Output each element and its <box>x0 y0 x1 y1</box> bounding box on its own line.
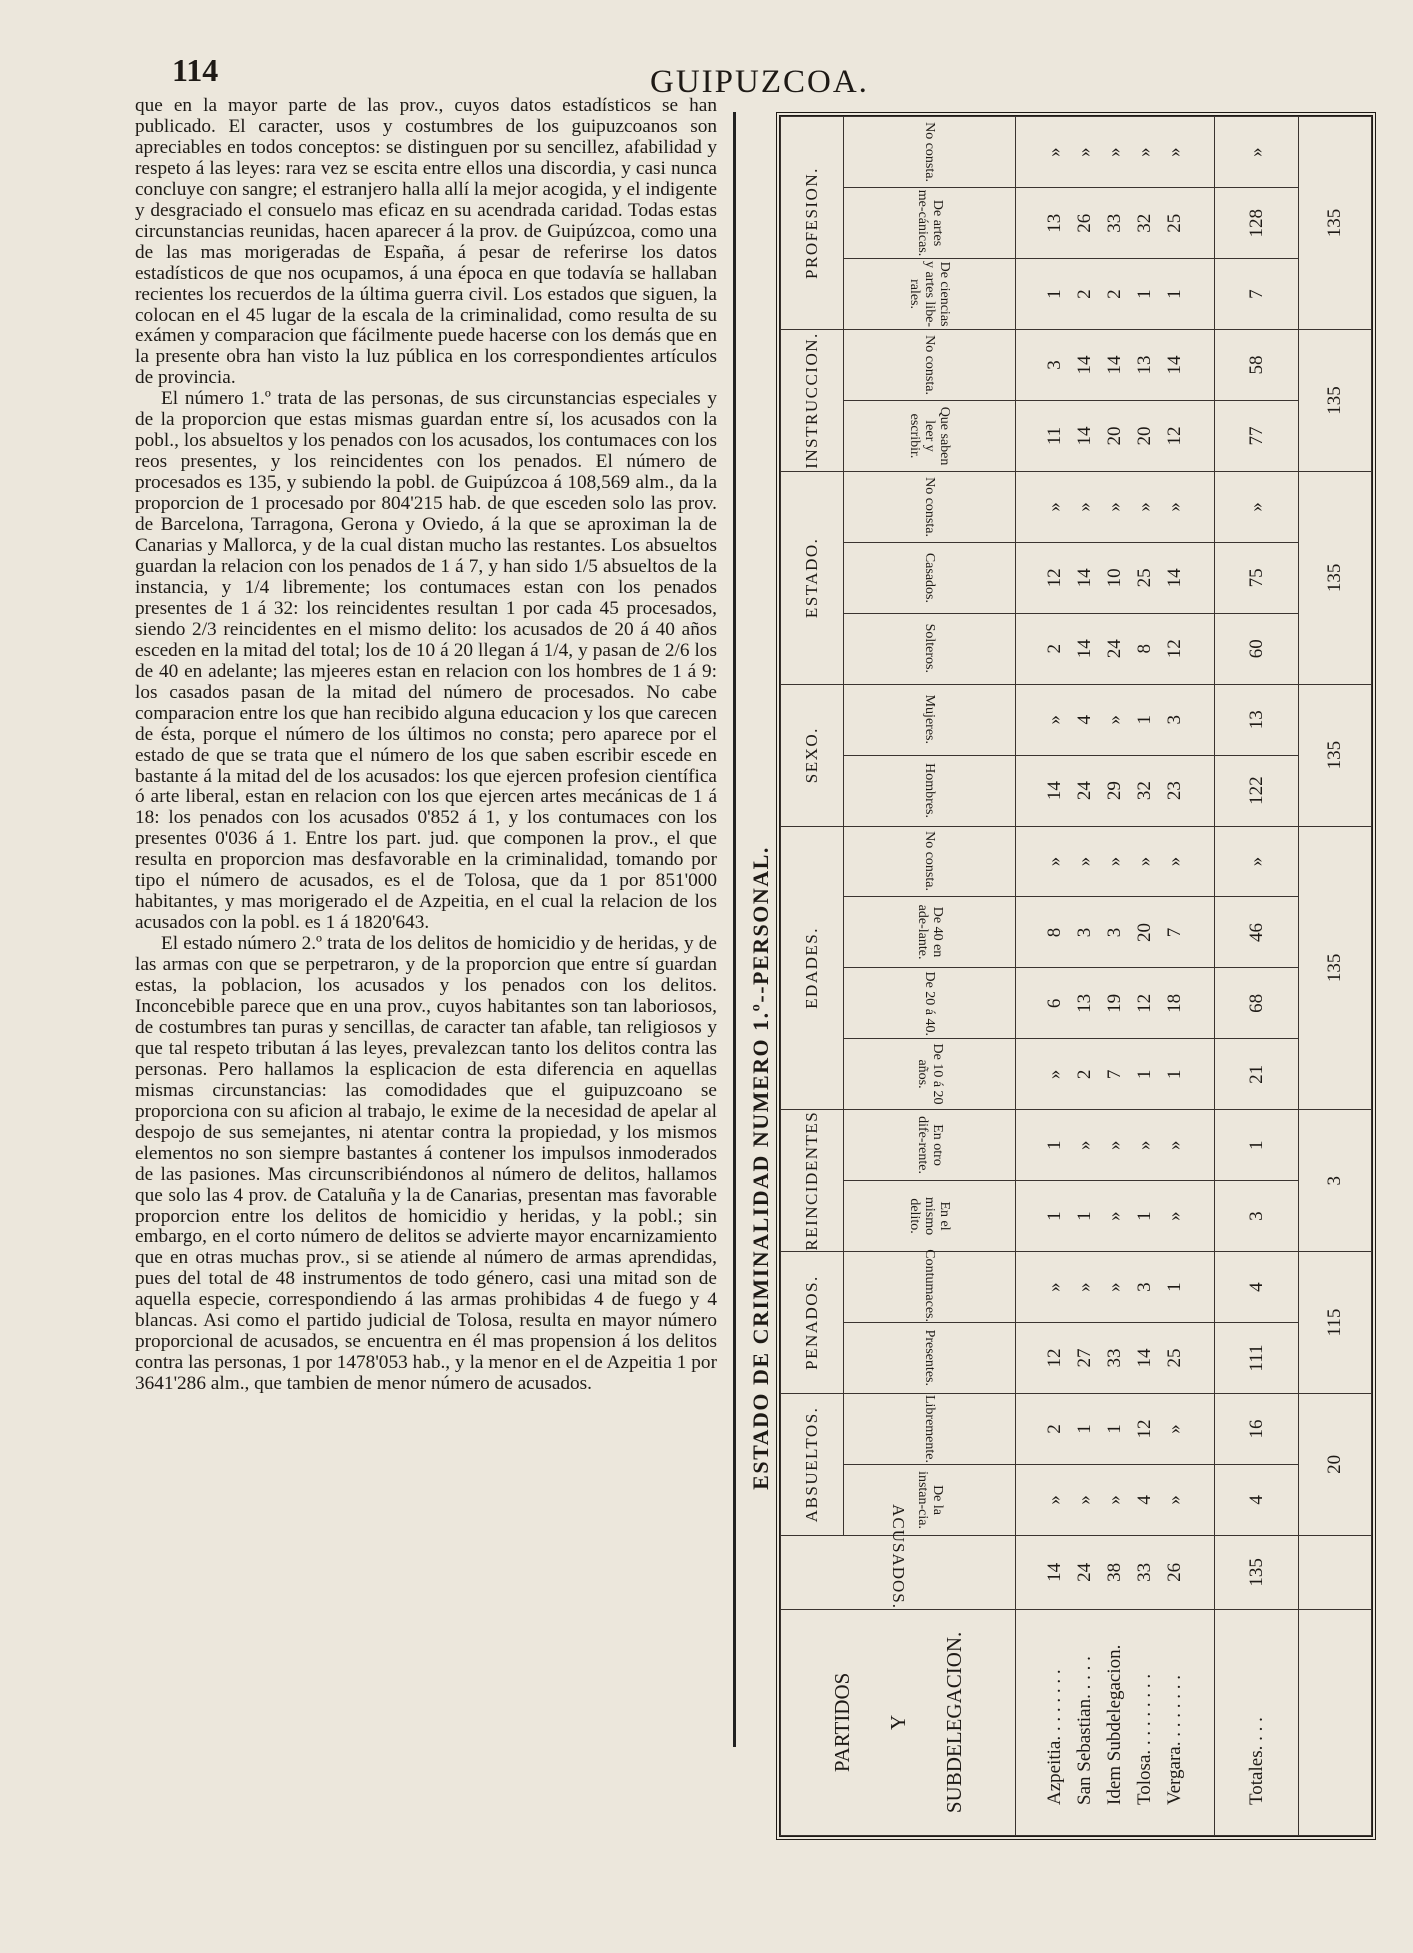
cell-value: » <box>1164 1211 1186 1221</box>
cell-value: » <box>1044 147 1066 157</box>
grand-total-instruccion: 135 <box>1299 330 1372 472</box>
partido-name: Idem Subdelegacion. <box>1104 1644 1126 1805</box>
cell-value: 7 <box>1104 1069 1126 1080</box>
cell-value: 18 <box>1164 993 1186 1013</box>
cell-value: 14 <box>1044 1562 1066 1582</box>
cell-value: 32 <box>1134 781 1156 801</box>
cell-value: 1 <box>1104 1424 1126 1434</box>
cell-value: » <box>1074 147 1096 157</box>
cell-value: 10 <box>1104 568 1126 588</box>
rotated-table <box>780 116 1372 1836</box>
cell-value: 25 <box>1164 213 1186 233</box>
total-ed-nc: » <box>1215 826 1299 897</box>
col-abs-libremente <box>1016 1393 1215 1464</box>
cell-value: » <box>1134 1140 1156 1150</box>
cell-value: 26 <box>1074 213 1096 233</box>
grand-totals-row <box>1299 117 1372 1836</box>
grand-total-penados: 115 <box>1299 1252 1372 1394</box>
cell-value: 13 <box>1044 213 1066 233</box>
col-sx-mujeres <box>1016 684 1215 755</box>
cell-value: 12 <box>1164 426 1186 446</box>
column-divider <box>733 112 736 1747</box>
cell-value: » <box>1164 502 1186 512</box>
cell-value: 3 <box>1074 927 1096 938</box>
group-penados: PENADOS. <box>781 1252 844 1394</box>
subhead-abs-libremente: Libremente. <box>844 1393 1016 1464</box>
cell-value: 25 <box>1164 1348 1186 1368</box>
cell-value: » <box>1074 856 1096 867</box>
subhead-es-casados: Casados. <box>844 542 1016 613</box>
subhead-ed-20-40: De 20 á 40. <box>844 968 1016 1039</box>
grand-total-profesion: 135 <box>1299 117 1372 330</box>
total-pen-presentes: 111 <box>1215 1323 1299 1394</box>
col-sx-hombres <box>1016 755 1215 826</box>
col-ed-40 <box>1016 897 1215 968</box>
grand-total-estado: 135 <box>1299 471 1372 684</box>
cell-value: » <box>1104 856 1126 867</box>
total-abs-instancia: 4 <box>1215 1464 1299 1535</box>
group-estado: ESTADO. <box>781 471 844 684</box>
cell-value: 1 <box>1044 1211 1066 1221</box>
col-es-casados <box>1016 542 1215 613</box>
cell-value: 33 <box>1104 213 1126 233</box>
col-in-saben <box>1016 401 1215 472</box>
cell-value: 12 <box>1044 568 1066 588</box>
cell-value: » <box>1164 147 1186 157</box>
cell-value: 26 <box>1164 1562 1186 1582</box>
cell-value: 20 <box>1134 426 1156 446</box>
subhead-pr-mecanicas: De artes me-cánicas. <box>844 188 1016 259</box>
cell-value: 14 <box>1104 355 1126 375</box>
total-rei-otro: 1 <box>1215 1110 1299 1181</box>
cell-value: 32 <box>1134 213 1156 233</box>
cell-value: 1 <box>1134 1069 1156 1080</box>
partido-name: Azpeitia. . . . . . . . <box>1044 1669 1066 1805</box>
partido-name: San Sebastian. . . . . <box>1074 1656 1096 1805</box>
total-in-saben: 77 <box>1215 401 1299 472</box>
cell-value: » <box>1074 502 1096 512</box>
subhead-sx-mujeres: Mujeres. <box>844 684 1016 755</box>
col-pr-nc <box>1016 117 1215 188</box>
subhead-es-nc: No consta. <box>844 471 1016 542</box>
grand-total-reincidentes: 3 <box>1299 1110 1372 1252</box>
cell-value: 23 <box>1164 781 1186 801</box>
page-number: 114 <box>172 52 219 88</box>
body-text-column <box>135 96 717 1395</box>
cell-value: » <box>1164 1495 1186 1505</box>
cell-value: 8 <box>1044 927 1066 938</box>
cell-value: 1 <box>1074 1424 1096 1434</box>
cell-value: » <box>1104 1211 1126 1221</box>
cell-value: » <box>1134 856 1156 867</box>
cell-value: 2 <box>1074 1069 1096 1080</box>
group-profesion: PROFESION. <box>781 117 844 330</box>
cell-value: 24 <box>1104 639 1126 659</box>
cell-value: 19 <box>1104 993 1126 1013</box>
partido-name: Vergara. . . . . . . . <box>1164 1675 1186 1805</box>
cell-value: 3 <box>1104 927 1126 938</box>
total-ed-40: 46 <box>1215 897 1299 968</box>
cell-value: 14 <box>1074 639 1096 659</box>
cell-value: 14 <box>1074 426 1096 446</box>
cell-value: » <box>1104 147 1126 157</box>
cell-value: 12 <box>1044 1348 1066 1368</box>
group-reincidentes: REINCIDENTES <box>781 1110 844 1252</box>
grand-total-sexo: 135 <box>1299 684 1372 826</box>
col-es-nc <box>1016 471 1215 542</box>
cell-value: » <box>1044 1495 1066 1505</box>
subhead-in-nc: No consta. <box>844 330 1016 401</box>
subhead-rei-mismo: En el mismo delito. <box>844 1181 1016 1252</box>
total-sx-mujeres: 13 <box>1215 684 1299 755</box>
cell-value: 2 <box>1044 644 1066 654</box>
cell-value: 1 <box>1164 1282 1186 1292</box>
total-pr-liberales: 7 <box>1215 259 1299 330</box>
cell-value: 24 <box>1074 781 1096 801</box>
col-in-nc <box>1016 330 1215 401</box>
cell-value: » <box>1074 1140 1096 1150</box>
cell-value: » <box>1044 502 1066 512</box>
total-pr-nc: » <box>1215 117 1299 188</box>
total-pen-contumaces: 4 <box>1215 1252 1299 1323</box>
group-instruccion: INSTRUCCION. <box>781 330 844 472</box>
cell-value: 13 <box>1134 355 1156 375</box>
total-es-solteros: 60 <box>1215 613 1299 684</box>
cell-value: 3 <box>1164 714 1186 725</box>
cell-value: » <box>1164 1140 1186 1150</box>
cell-value: » <box>1104 1140 1126 1150</box>
criminality-table <box>780 116 1372 1836</box>
body-paragraph: que en la mayor parte de las prov., cuyos datos estadísticos se han publicado. El caracter, usos y costumbres de los guipuzcoanos son apreciables en todos conceptos: se distinguen por su sencillez, afabilidad y respeto á las leyes: rara vez se escita entre ellos una discordia, y casi nunca concluye con sangre; el estranjero halla allí la mejor acogida, y el indigente y desgraciado el consuelo mas eficaz en su acendrada caridad. Todas estas circunstancias reunidas, hacen aparecer á la prov. de Guipúzcoa, como una de las mas morigeradas de España, á pesar de referirse los datos estadísticos de que nos ocupamos, á una época en que todavía se hallaban recientes los recuerdos de la última guerra civil. Los estados que siguen, la colocan en el 45 lugar de la escala de la criminalidad, como resulta de su exámen y comparacion que fácilmente puede hacerse con los demás que en la presente obra han visto la luz pública en los correspondientes artículos de provincia. <box>135 95 717 389</box>
total-es-nc: » <box>1215 471 1299 542</box>
cell-value: 1 <box>1044 289 1066 299</box>
subhead-pen-presentes: Presentes. <box>844 1323 1016 1394</box>
cell-value: 3 <box>1044 360 1066 370</box>
cell-value: 1 <box>1044 1140 1066 1150</box>
grand-total-absueltos: 20 <box>1299 1393 1372 1535</box>
grand-totals-blank <box>1299 1535 1372 1609</box>
cell-value: » <box>1044 1282 1066 1292</box>
cell-value: 4 <box>1074 714 1096 725</box>
col-pen-presentes <box>1016 1323 1215 1394</box>
cell-value: » <box>1104 1282 1126 1292</box>
cell-value: 14 <box>1074 355 1096 375</box>
grand-totals-blank <box>1299 1609 1372 1835</box>
cell-value: » <box>1044 714 1066 725</box>
subhead-pen-contumaces: Contumaces. <box>844 1252 1016 1323</box>
cell-value: 12 <box>1134 1419 1156 1439</box>
totals-label: Totales. . . . <box>1215 1609 1299 1835</box>
subhead-ed-nc: No consta. <box>844 826 1016 897</box>
cell-value: 2 <box>1104 289 1126 299</box>
group-absueltos: ABSUELTOS. <box>781 1393 844 1535</box>
total-in-nc: 58 <box>1215 330 1299 401</box>
cell-value: » <box>1044 1069 1066 1080</box>
col-pr-mecanicas <box>1016 188 1215 259</box>
cell-value: 29 <box>1104 781 1126 801</box>
data-row-block <box>1016 117 1215 1836</box>
group-sexo: SEXO. <box>781 684 844 826</box>
subhead-abs-instancia: De la instan-cia. <box>844 1464 1016 1535</box>
cell-value: 38 <box>1104 1562 1126 1582</box>
total-rei-mismo: 3 <box>1215 1181 1299 1252</box>
cell-value: » <box>1164 1424 1186 1434</box>
cell-value: 14 <box>1164 568 1186 588</box>
cell-value: 8 <box>1134 644 1156 654</box>
subhead-es-solteros: Solteros. <box>844 613 1016 684</box>
col-rei-mismo <box>1016 1181 1215 1252</box>
cell-value: 3 <box>1134 1282 1156 1292</box>
cell-value: 12 <box>1134 993 1156 1013</box>
running-head: GUIPUZCOA. <box>650 64 869 100</box>
body-paragraph: El estado número 2.º trata de los delitos de homicidio y de heridas, y de las armas con que se perpetraron, y de la proporcion que entre sí guardan estas, la poblacion, los acusados y los penados con los delitos. Inconcebible parece que en una prov., cuyos habitantes son tan laboriosos, de costumbres tan puras y sencillas, de caracter tan afable, tan religiosos y que tal respeto tributan á las leyes, prevalezcan tanto los delitos contra las personas. Pero hallamos la esplicacion de esta diferencia en aquellas mismas circunstancias: las comodidades que el guipuzcoano se proporciona con su aficion al trabajo, le exime de la necesidad de apelar al despojo de sus semejantes, ni atentar contra la propiedad, y los mismos elementos no son siempre bastantes á contener los impulsos inmoderados de las pasiones. Mas circunscribiéndonos al número de delitos, hallamos que solo las 4 prov. de Cataluña y la de Canarias, presentan mas favorable proporcion entre los delitos de homicidio y heridas, y la pobl.; sin embargo, en el corto número de delitos se advierte mayor encarnizamiento que en otras muchas prov., si se atiende al número de armas aprendidas, pues del total de 48 instrumentos de todo género, casi una mitad son de aquella especie, correspondiendo á las armas prohibidas 4 de fuego y 4 blancas. Asi como el partido judicial de Tolosa, resulta en mayor número proporcional de acusados, se encuentra en él mas propension á los delitos contra las personas, 1 por 1478'053 hab., y la menor en el de Azpeitia 1 por 3641'286 alm., que tambien de menor número de acusados. <box>135 933 717 1395</box>
col-acusados <box>1016 1535 1215 1609</box>
partidos-header-sub: SUBDELEGACION. <box>942 1631 967 1814</box>
cell-value: » <box>1164 856 1186 867</box>
cell-value: » <box>1104 714 1126 725</box>
cell-value: 1 <box>1074 1211 1096 1221</box>
partidos-header-label: PARTIDOS <box>830 1672 855 1773</box>
subhead-pr-liberales: De ciencias y artes libe-rales. <box>844 259 1016 330</box>
total-sx-hombres: 122 <box>1215 755 1299 826</box>
cell-value: 6 <box>1044 998 1066 1009</box>
subhead-in-saben: Que saben leer y escribir. <box>844 401 1016 472</box>
partido-name: Tolosa. . . . . . . . . <box>1134 1673 1156 1805</box>
col-ed-nc <box>1016 826 1215 897</box>
cell-value: 24 <box>1074 1562 1096 1582</box>
col-pen-contumaces <box>1016 1252 1215 1323</box>
cell-value: 13 <box>1074 993 1096 1013</box>
total-acusados: 135 <box>1215 1535 1299 1609</box>
cell-value: 14 <box>1074 568 1096 588</box>
cell-value: 33 <box>1134 1562 1156 1582</box>
partido-names <box>1016 1609 1215 1835</box>
total-ed-10-20: 21 <box>1215 1039 1299 1110</box>
cell-value: 1 <box>1134 714 1156 725</box>
cell-value: 20 <box>1134 922 1156 942</box>
col-pr-liberales <box>1016 259 1215 330</box>
cell-value: 20 <box>1104 426 1126 446</box>
cell-value: 4 <box>1134 1495 1156 1505</box>
cell-value: 7 <box>1164 927 1186 938</box>
cell-value: 33 <box>1104 1348 1126 1368</box>
col-es-solteros <box>1016 613 1215 684</box>
body-paragraph: El número 1.º trata de las personas, de sus circunstancias especiales y de la proporcion que estas mismas guardan entre sí, los acusados con la pobl., los absueltos y los penados con los acusados, los contumaces con los reos presentes, y los reincidentes con los penados. El número de procesados es 135, y subiendo la pobl. de Guipúzcoa á 108,569 alm., da la proporcion de 1 procesado por 804'215 hab. de que esceden solo las prov. de Barcelona, Tarragona, Gerona y Oviedo, á la que se aproximan la de Canarias y Mallorca, y de la cual distan mucho las restantes. Los absueltos guardan la relacion con los penados de 1 á 7, y han sido 1/5 absueltos de la instancia, y 1/4 libremente; los contumaces estan con los penados presentes de 1 á 32: los reincidentes resultan 1 por cada 45 procesados, siendo 2/3 reincidentes en el mismo delito: los acusados de 20 á 40 años esceden en la mitad del total; los de 10 á 20 llegan á 1/4, y pasan de 2/6 los de 40 en adelante; las mjeeres estan en relacion con los hombres de 1 á 9: los casados pasan de la mitad del número de procesados. No cabe comparacion entre los que han recibido alguna educacion y los que carecen de ésta, porque el número de los últimos no consta; pero aparece por el estado de que se trata que el número de los que saben escribir escede en bastante á la mitad del de los acusados: los que ejercen profesion científica ó arte liberal, estan en relacion con los que ejercen artes mecánicas de 1 á 18: los penados con los acusados 0'852 á 1, y los contumaces con los presentes 0'036 á 1. Entre los part. jud. que componen la prov., el que resulta en proporcion mas desfavorable en la criminalidad, tomando por tipo el número de acusados, es el de Tolosa, que da 1 por 851'000 habitantes, y mas morigerado el de Azpeitia, en el cual la relacion de los acusados con la pobl. es 1 á 1820'643. <box>135 388 717 934</box>
totals-row <box>1215 117 1299 1836</box>
cell-value: 11 <box>1044 426 1066 446</box>
subhead-ed-40: De 40 en ade-lante. <box>844 897 1016 968</box>
col-rei-otro <box>1016 1110 1215 1181</box>
acusados-header: ACUSADOS. <box>781 1535 1016 1609</box>
subhead-ed-10-20: De 10 á 20 años. <box>844 1039 1016 1110</box>
cell-value: 1 <box>1164 1069 1186 1080</box>
table-title: ESTADO DE CRIMINALIDAD NUMERO 1.º--PERSONAL. <box>748 846 773 1490</box>
cell-value: 2 <box>1074 289 1096 299</box>
subhead-sx-hombres: Hombres. <box>844 755 1016 826</box>
cell-value: » <box>1044 856 1066 867</box>
statistics-table-frame <box>776 112 1376 1840</box>
cell-value: » <box>1134 147 1156 157</box>
subhead-rei-otro: En otro dife-rente. <box>844 1110 1016 1181</box>
cell-value: 1 <box>1134 1211 1156 1221</box>
total-es-casados: 75 <box>1215 542 1299 613</box>
partidos-header <box>781 1609 1016 1835</box>
cell-value: » <box>1074 1282 1096 1292</box>
subhead-pr-nc: No consta. <box>844 117 1016 188</box>
cell-value: 14 <box>1044 781 1066 801</box>
total-ed-20-40: 68 <box>1215 968 1299 1039</box>
group-edades: EDADES. <box>781 826 844 1110</box>
cell-value: 27 <box>1074 1348 1096 1368</box>
cell-value: 1 <box>1164 289 1186 299</box>
total-pr-mecanicas: 128 <box>1215 188 1299 259</box>
total-abs-libremente: 16 <box>1215 1393 1299 1464</box>
cell-value: 25 <box>1134 568 1156 588</box>
col-abs-instancia <box>1016 1464 1215 1535</box>
cell-value: » <box>1104 502 1126 512</box>
col-ed-20-40 <box>1016 968 1215 1039</box>
grand-total-edades: 135 <box>1299 826 1372 1110</box>
cell-value: » <box>1104 1495 1126 1505</box>
cell-value: 2 <box>1044 1424 1066 1434</box>
cell-value: 14 <box>1164 355 1186 375</box>
cell-value: » <box>1134 502 1156 512</box>
col-ed-10-20 <box>1016 1039 1215 1110</box>
cell-value: 12 <box>1164 639 1186 659</box>
cell-value: 1 <box>1134 289 1156 299</box>
cell-value: 14 <box>1134 1348 1156 1368</box>
partidos-header-y: Y <box>886 1714 911 1730</box>
cell-value: » <box>1074 1495 1096 1505</box>
group-header-row <box>781 117 844 1836</box>
